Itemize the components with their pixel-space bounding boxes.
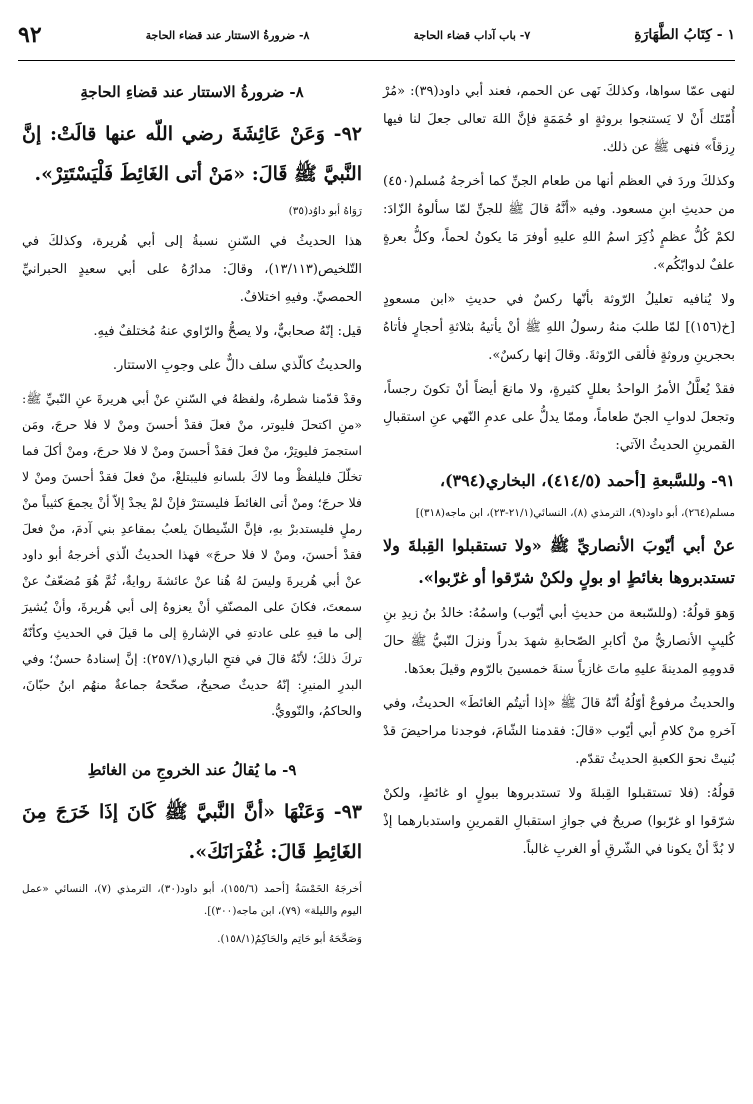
hadith-91-heading: ٩١- وللسَّبعةِ [أحمد (٤١٤/٥)، البخاري(٣٩٤)، — [439, 471, 735, 490]
hadith-93-reference: أخرجَهُ الخَمْسَةُ [أحمد (١٥٥/٦)، أبو داود(٣٠)، الترمذي (٧)، النسائي «عمل اليوم والليلة» (٧٩)، ابن ماجه(٣٠٠)]. — [22, 883, 362, 917]
hadith-93-text: ٩٣- وَعَنْهَا «أنَّ النَّبيَّ ﷺ كَانَ إذَا خَرَجَ مِنَ الغَائِطِ قَالَ: غُفْرَانَكَ». — [22, 801, 362, 863]
paragraph: والحديثُ كالّذي سلف دالٌّ على وجوبِ الاستتار. — [112, 358, 362, 373]
header-divider — [18, 60, 735, 61]
hadith-93-authentication: وَصَحَّحَهُ أبو حَاتِم والحَاكِمُ(١٥٨/١). — [217, 933, 362, 945]
paragraph: والحديثُ مرفوعٌ أوّلُهُ أنّهُ قالَ ﷺ «إذا أتيتُم الغائطَ» الحديثُ، وفي آخرهِ منْ كلامِ أبي أيّوب «قالَ: فقدمنا الشّامَ، فوجدنا مراحيضَ قدْ بُنيتْ نحوَ الكعبةِ الحديثُ تقدّم. — [383, 696, 735, 767]
hadith-91-text: عنْ أبي أيّوبَ الأنصاريِّ ﷺ «ولا تستقبلوا القِبلةَ ولا تستدبروها بغائطٍ او بولٍ ولكنْ شرّقوا أو غرّبوا». — [383, 536, 735, 587]
paragraph: ولا يُنافيه تعليلُ الرّوثة بأنّها ركسٌ في حديثِ «ابن مسعودٍ [خ(١٥٦)] لمّا طلبَ منهُ رسولُ اللهِ ﷺ أنْ يأتيهُ بثلاثةِ أحجارٍ فأتاهُ بحجرينِ وروثةٍ فألقى الرّوثةَ. وقالَ إنها ركسٌ». — [383, 292, 735, 363]
left-column — [22, 78, 362, 956]
paragraph: قيل: إنّهُ صحابيٌّ، ولا يصحُّ والرّاوي عنهُ مُختلفٌ فيهِ. — [93, 324, 362, 339]
running-section-title: ٨- ضرورةُ الاستتار عند قضاء الحاجة — [145, 28, 310, 42]
section-gap — [22, 730, 362, 756]
page-header — [18, 18, 735, 52]
hadith-92-reference: رَوَاهُ أبو داوُد(٣٥) — [288, 205, 362, 217]
hadith-91-reference: مسلم(٢٦٤)، أبو داود(٩)، الترمذي (٨)، النسائي(٢١/١-٢٣)، ابن ماجه(٣١٨)] — [415, 507, 735, 519]
paragraph: قولُهُ: (فلا تستقبلوا القِبلةَ ولا تستدبروها ببولٍ او غائطٍ، ولكنْ شرّقوا او غرّبوا) صريحٌ في جوازِ استقبالِ القمرينِ واستدبارهما إذْ لا بُدَّ أنْ يكونا في الشّرقِ أو الغربِ غالباً. — [383, 786, 735, 857]
paragraph: لنهى عمّا سواها، وكذلكَ نَهى عن الحمم، فعند أبي داود(٣٩): «مُرْ أُمّتَك أَنْ لا يَستنجوا بروثةٍ او حُمَمَةٍ فإنَّ اللهَ تعالى جعلَ لنا فيها رِزقاً» فنهى ﷺ عن ذلك. — [383, 84, 735, 155]
paragraph: وقدْ قدّمنا شطرهُ، ولفظهُ في السّننِ عنْ أبي هريرةَ عنِ النّبيِّ ﷺ: «منِ اكتحلَ فليوتر، منْ فعلَ فقدْ أحسنَ ومنْ لا فلا حرجَ، ومَن استجمرَ فليوتِرْ، منْ فعلَ فقدْ أحسنَ ومنْ لا فلا حرجَ، ومنْ أكلَ فما تخلّلَ فليلفظْ وما لاكَ بلسانهِ فليبتلعْ، منْ فعلَ فقدْ أحسنَ ومنْ لا فلا حرجَ؛ ومنْ أتى الغائطَ فليستترْ فإنْ لمْ يجدْ إلاّ أنْ يجمعَ كثيباً منْ رملٍ فليستدبرْ بهِ، فإنَّ الشّيطانَ يلعبُ بمقاعدِ بني آدمَ، منْ فعلَ فقدْ أحسنَ، ومنْ لا فلا حرجَ» فهذا الحديثُ الّذي أخرجهُ أبو داود عنْ أبي هُريرةَ وليسَ لهُ هُنا عنْ عائشةَ روايةٌ، ثُمَّ هُوَ مُضعّفٌ عنْ سمعتَ، فكانَ على المصنّفِ أنْ يعزوهُ إلى أبي هُريرةَ، وأنْ يُشيرَ إلى ما فيهِ على عادتهِ في الإشارةِ إلى ما قيلَ في الحديثِ وكأنّهُ تركَ ذلكَ؛ لأنّهُ قالَ في فتحِ الباري(٢٥٧/١): إنَّ إسنادهُ حسنٌ؛ وفي البدرِ المنيرِ: إنّهُ حديثٌ صحيحٌ، صحّحهُ جماعةٌ منهُم ابنُ حبّانَ، والحاكمُ، والنّوويُّ. — [22, 391, 362, 718]
right-column — [383, 78, 735, 870]
page-number: ٩٢ — [18, 22, 42, 48]
section-8-title: ٨- ضرورةُ الاستتار عند قضاءِ الحاجةِ — [80, 83, 304, 101]
paragraph: وَهوَ قولُهُ: (وللسّبعة من حديثِ أبي أيّوب) واسمُهُ: خالدُ بنُ زيدِ بنِ كُليبٍ الأنصاريُّ منْ أكابرِ الصّحابةِ شهدَ بدراً ونزلَ النّبيُّ ﷺ حالَ قدومِهِ المدينةَ عليهِ ماتَ غازياً سنةَ خمسينَ بالرّوم وقيلَ بعدَها. — [383, 606, 735, 677]
chapter-title: ٧- باب آداب قضاء الحاجة — [413, 28, 531, 42]
paragraph: فقدْ يُعلَّلُ الأمرُ الواحدُ بعللٍ كثيرةٍ، ولا مانعَ أيضاً أنْ تكونَ رجساً، وتجعلَ لدوابِ الجنّ طعاماً، وممّا يدلُّ على عدمِ النّهي عنِ استقبالِ القمرينِ الحديثُ الآتي: — [383, 382, 735, 453]
paragraph: وكذلكَ وردَ في العظم أنها من طعام الجنِّ كما أخرجهُ مُسلم(٤٥٠) من حديثِ ابنِ مسعود. وفيه «أنَّهُ قالَ ﷺ للجنِّ لمّا سألوهُ الزّادَ: لكمْ كُلُّ عظمٍ ذُكِرَ اسمُ اللهِ عليهِ أوفرَ مَا يكونُ لحماً، وكلُّ بعرةٍ علفٌ لدوابّكُم». — [383, 174, 735, 273]
hadith-92-text: ٩٢- وَعَنْ عَائِشَةَ رضي اللّه عنها قالَتْ: إنَّ النَّبيَّ ﷺ قَالَ: «مَنْ أتى الغَائِطَ فَلْيَسْتَتِرْ». — [22, 123, 362, 185]
paragraph: هذا الحديثُ في السّننِ نسبةُ إلى أبي هُريرة، وكذلكَ في التّلخيص(١٣/١١٣)، وقالَ: مدارُهُ على أبي سعيدٍ الحبرانيِّ الحمصيِّ. وفيهِ اختلافٌ. — [22, 234, 362, 305]
section-9-title: ٩- ما يُقالُ عند الخروجِ من الغائطِ — [87, 761, 297, 779]
book-title: ١ - كِتَابُ الطَّهَارَةِ — [634, 27, 735, 43]
